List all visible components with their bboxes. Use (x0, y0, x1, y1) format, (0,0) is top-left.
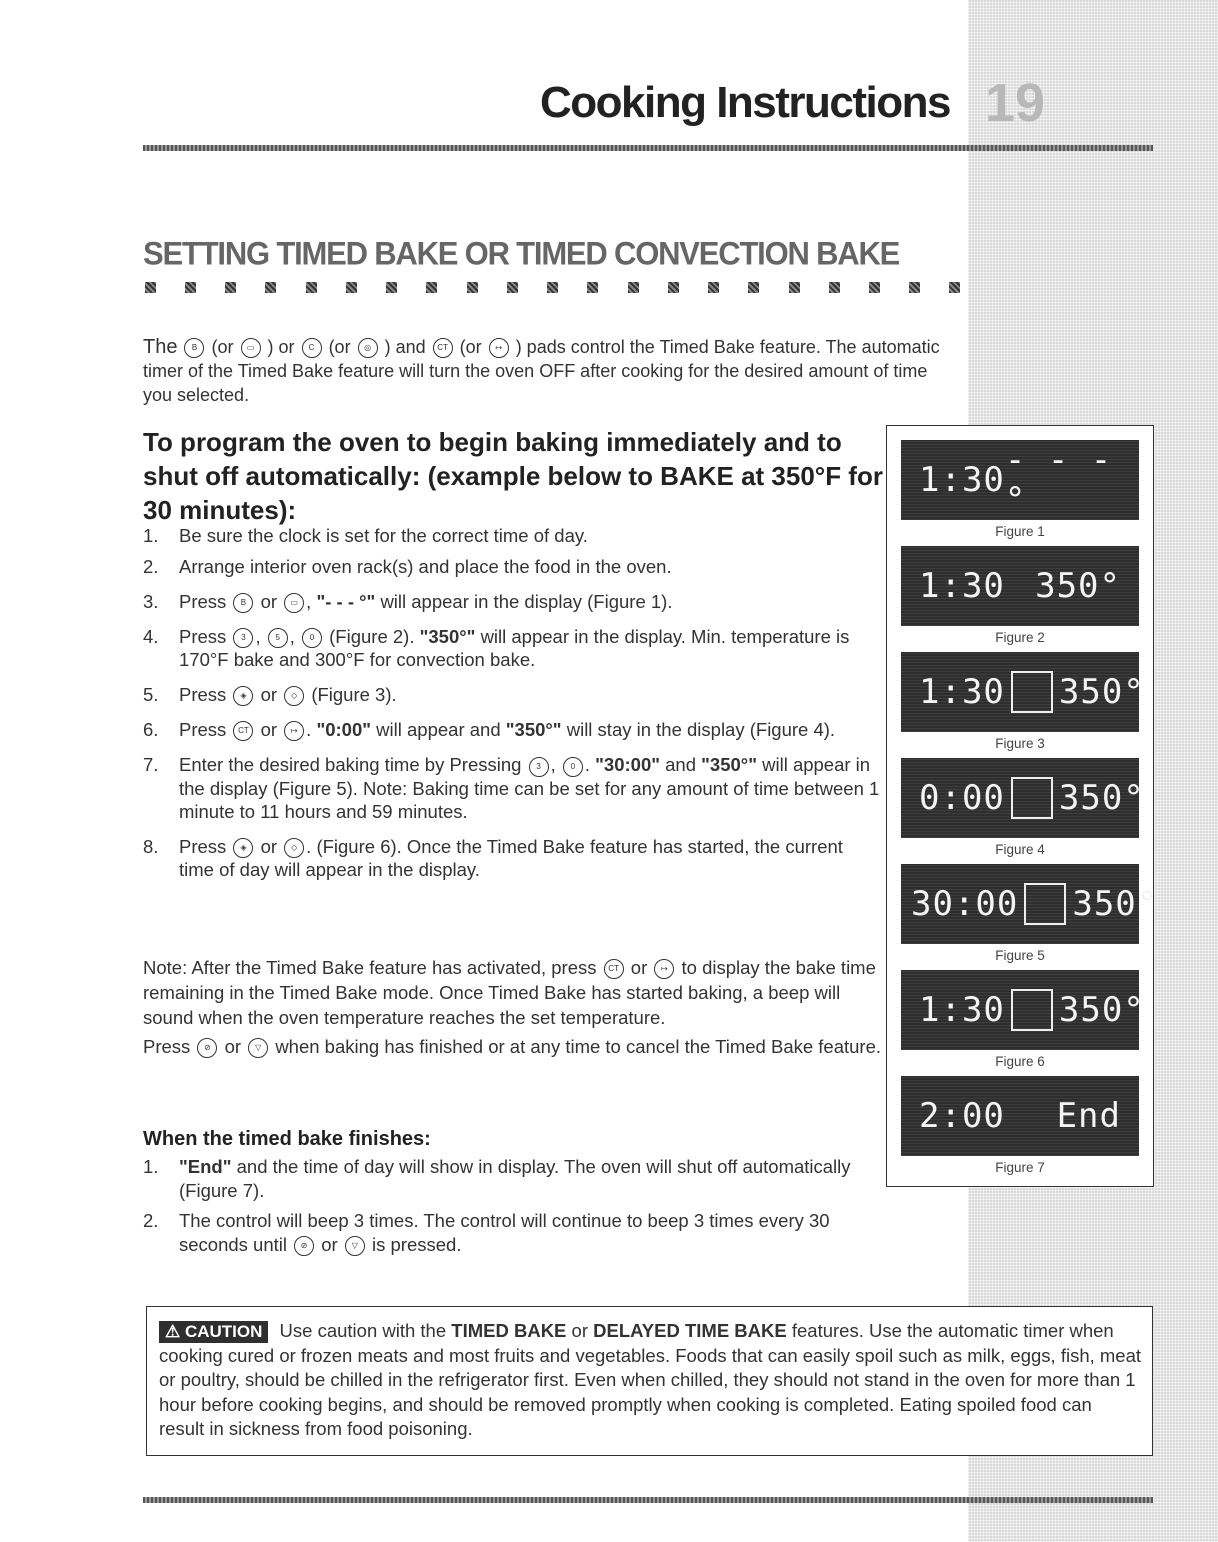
cancel-pad-icon: ⊘ (197, 1038, 217, 1058)
timer-arrow-pad-icon: ↦ (489, 338, 509, 358)
digit-0-icon: 0 (302, 628, 322, 648)
list-item: 2. The control will beep 3 times. The control will continue to beep 3 times every 30 seconds until ⊘ or ▽ is pressed. (143, 1210, 830, 1255)
figure-caption: Figure 5 (995, 948, 1045, 963)
caution-box: ⚠ CAUTION Use caution with the TIMED BAKE or DELAYED TIME BAKE features. Use the automatic timer when cooking cured or frozen meats and most fruits and vegetables. Foods that can easily spoil such as milk, eggs, fish, meat or poultry, should be chilled in the refrigerator first. Even when chilled, they should not stand in the oven for more than 1 hour before cooking begins, and should be removed promptly when cooking is completed. Eating spoiled food can result in sickness from food poisoning. (146, 1306, 1153, 1456)
cancel-alt-pad-icon: ▽ (248, 1038, 268, 1058)
figure-1 (901, 440, 1139, 539)
list-item: 1. "End" and the time of day will show in display. The oven will shut off automatically (Figure 7). (143, 1156, 851, 1201)
figure-5 (901, 864, 1159, 963)
digit-5-icon: 5 (268, 628, 288, 648)
finish-list (143, 1155, 883, 1263)
digit-0-icon: 0 (563, 757, 583, 777)
header-rule (143, 145, 1153, 151)
cook-time-pad-icon: CT (604, 959, 624, 979)
cook-time-pad-icon: CT (233, 721, 253, 741)
oven-display: 30:00 350° (901, 864, 1139, 944)
start-alt-pad-icon: ◇ (284, 686, 304, 706)
oven-display: 1:30 - - -° (901, 440, 1139, 520)
steps-list (143, 524, 883, 889)
figure-caption: Figure 2 (995, 630, 1045, 645)
finish-heading: When the timed bake finishes: (143, 1128, 431, 1150)
timer-arrow-pad-icon: ↦ (284, 721, 304, 741)
figure-6 (901, 970, 1145, 1069)
caution-badge: ⚠ CAUTION (159, 1321, 268, 1343)
list-item: 7. Enter the desired baking time by Pressing 3 , 0 . "30:00" and "350°" will appear in the display (Figure 5). Note: Baking time can be set for any amount of time between 1 minute to 11 hours and 59 minutes. (143, 754, 880, 822)
figure-caption: Figure 3 (995, 736, 1045, 751)
indicator-box (1011, 671, 1053, 713)
convection-alt-pad-icon: ◎ (358, 338, 378, 358)
list-item: 6. Press CT or ↦ . "0:00" will appear and "350°" will stay in the display (Figure 4). (143, 719, 836, 741)
indicator-box (1024, 883, 1066, 925)
bake-pad-icon: B (184, 338, 204, 358)
figures-panel (886, 425, 1159, 1187)
convection-bake-pad-icon: C (302, 338, 322, 358)
timer-arrow-pad-icon: ↦ (654, 959, 674, 979)
digit-3-icon: 3 (529, 757, 549, 777)
instructions-heading: To program the oven to begin baking immediately and to shut off automatically: (example below to BAKE at 350°F for 30 minutes): (143, 427, 883, 525)
cancel-pad-icon: ⊘ (294, 1236, 314, 1256)
oven-display: 0:00 350° (901, 758, 1139, 838)
footer-rule (143, 1497, 1153, 1503)
bake-pad-icon: B (233, 593, 253, 613)
cancel-alt-pad-icon: ▽ (345, 1236, 365, 1256)
list-item: 2. Arrange interior oven rack(s) and place the food in the oven. (143, 556, 672, 577)
list-item: 4. Press 3 , 5 , 0 (Figure 2). "350°" will appear in the display. Min. temperature is 170°F bake and 300°F for convection bake. (143, 626, 850, 671)
page-number: 19 (985, 73, 1046, 133)
figure-caption: Figure 1 (995, 524, 1045, 539)
start-alt-pad-icon: ◇ (284, 838, 304, 858)
list-item: 3. Press B or ▭ , "- - - °" will appear in the display (Figure 1). (143, 591, 673, 612)
bake-alt-pad-icon: ▭ (284, 593, 304, 613)
start-pad-icon: ◈ (233, 686, 253, 706)
figure-7 (901, 1076, 1139, 1175)
start-pad-icon: ◈ (233, 838, 253, 858)
list-item: 1. Be sure the clock is set for the correct time of day. (143, 525, 588, 546)
oven-display: 1:30 350° (901, 546, 1139, 626)
list-item: 5. Press ◈ or ◇ (Figure 3). (143, 684, 397, 706)
figure-caption: Figure 4 (995, 842, 1045, 857)
figure-4 (901, 758, 1145, 857)
oven-display: 1:30 350° (901, 970, 1139, 1050)
figure-3 (901, 652, 1145, 751)
figure-2 (901, 546, 1139, 645)
section-title: SETTING TIMED BAKE OR TIMED CONVECTION BAKE (143, 234, 900, 273)
bake-alt-pad-icon: ▭ (241, 338, 261, 358)
indicator-box (1011, 989, 1053, 1031)
oven-display: 2:00 End (901, 1076, 1139, 1156)
cook-time-pad-icon: CT (433, 338, 453, 358)
intro-paragraph: The B (or ▭ ) or C (or ◎ ) and CT (or ↦ ) pads control the Timed Bake feature. The automatic timer of the Timed Bake feature will turn the oven OFF after cooking for the desired amount of time you selected. (143, 336, 940, 405)
digit-3-icon: 3 (233, 628, 253, 648)
note-block: Note: After the Timed Bake feature has activated, press CT or ↦ to display the bake time remaining in the Timed Bake mode. Once Timed Bake has started baking, a beep will sound when the oven temperature reaches the set temperature. Press ⊘ or ▽ when baking has finished or at any time to cancel the Timed Bake feature. (143, 957, 882, 1057)
indicator-box (1011, 777, 1053, 819)
oven-display: 1:30 350° (901, 652, 1139, 732)
figure-caption: Figure 6 (995, 1054, 1045, 1069)
figure-caption: Figure 7 (995, 1160, 1045, 1175)
list-item: 8. Press ◈ or ◇ . (Figure 6). Once the Timed Bake feature has started, the current time of day will appear in the display. (143, 835, 843, 880)
page-title: Cooking Instructions (540, 78, 950, 127)
dotted-divider (145, 282, 1155, 294)
